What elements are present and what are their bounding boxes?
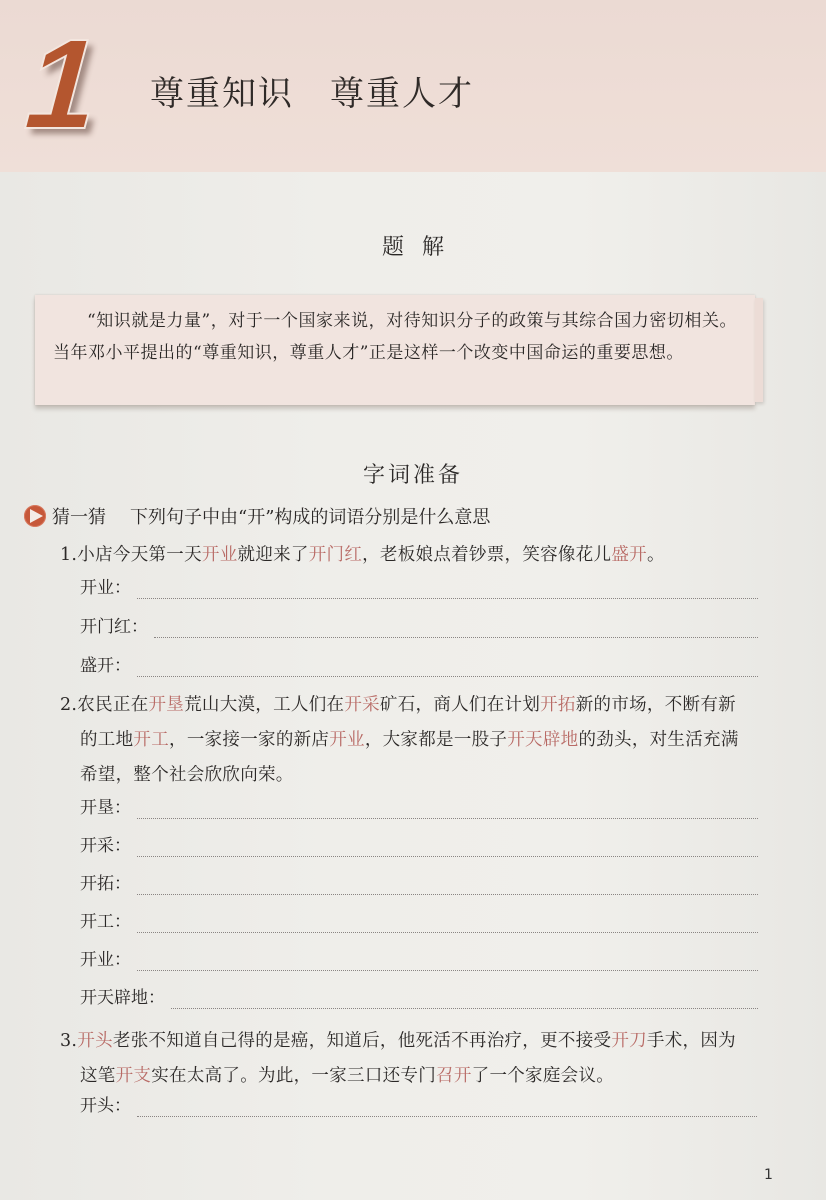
highlighted-term: 开业: [329, 730, 365, 750]
answer-label: 开头：: [80, 1096, 131, 1116]
question-1: [60, 538, 760, 573]
exercise-instruction: 下列句子中由“开”构成的词语分别是什么意思: [130, 507, 491, 528]
answer-row[interactable]: [80, 613, 758, 641]
tijie-heading: 题解: [381, 235, 462, 260]
highlighted-term: 开支: [115, 1066, 152, 1086]
answer-label: 开拓：: [80, 874, 131, 894]
highlighted-term: 开天辟地: [507, 730, 579, 750]
answer-line[interactable]: [137, 598, 758, 599]
question-number: 2.: [60, 695, 78, 715]
answer-row[interactable]: [80, 652, 758, 680]
sentence-text: 的工地: [80, 730, 134, 750]
answer-label: 盛开：: [80, 656, 131, 676]
highlighted-term: 开拓: [540, 695, 576, 715]
answer-row[interactable]: [80, 908, 758, 936]
sentence-text: 这笔: [80, 1066, 116, 1086]
answer-label: 开采：: [80, 836, 131, 856]
answer-line[interactable]: [137, 1116, 757, 1117]
answer-row[interactable]: [80, 794, 758, 822]
answer-line[interactable]: [137, 856, 758, 857]
highlighted-term: 开头: [77, 1031, 113, 1051]
sentence-text: ，一家接一家的新店: [169, 730, 330, 750]
sentence-text: 小店今天第一天: [77, 545, 202, 565]
highlighted-term: 开门红: [308, 545, 363, 565]
page-number: 1: [764, 1167, 773, 1183]
play-icon: [24, 505, 46, 527]
answer-row[interactable]: [80, 832, 758, 860]
sentence-text: 农民正在: [77, 695, 149, 715]
answer-line[interactable]: [171, 1008, 758, 1009]
answer-row[interactable]: [80, 870, 758, 898]
answer-label: 开业：: [80, 578, 131, 598]
answer-label: 开垦：: [80, 798, 131, 818]
answer-row[interactable]: [80, 984, 758, 1012]
highlighted-term: 盛开: [611, 545, 647, 565]
answer-line[interactable]: [137, 970, 758, 971]
zici-heading: 字词准备: [362, 463, 463, 488]
question-number: 1.: [60, 545, 78, 565]
intro-box: “知识就是力量”，对于一个国家来说，对待知识分子的政策与其综合国力密切相关。当年邓小平提出的“尊重知识，尊重人才”正是这样一个改变中国命运的重要思想。: [35, 295, 755, 405]
sentence-text: 就迎来了: [237, 545, 309, 565]
sentence-text: 了一个家庭会议。: [471, 1066, 615, 1086]
question-3: [60, 1024, 760, 1094]
answer-label: 开工：: [80, 912, 131, 932]
answer-row[interactable]: [80, 574, 758, 602]
sentence-text: 矿石，商人们在计划: [379, 695, 541, 715]
sentence-text: 手术，因为: [646, 1031, 736, 1051]
answer-line[interactable]: [137, 894, 758, 895]
sentence-text: 希望，整个社会欣欣向荣。: [80, 765, 294, 785]
sentence-text: ，大家都是一股子: [364, 730, 508, 750]
sentence-text: 实在太高了。为此，一家三口还专门: [151, 1066, 437, 1086]
answer-label: 开天辟地：: [80, 988, 165, 1008]
exercise-label: 猜一猜: [52, 507, 106, 528]
question-number: 3.: [60, 1031, 78, 1051]
highlighted-term: 开刀: [611, 1031, 647, 1051]
highlighted-term: 开采: [344, 695, 380, 715]
chapter-header-band: [0, 0, 826, 172]
answer-line[interactable]: [137, 932, 758, 933]
highlighted-term: 召开: [436, 1066, 472, 1086]
sentence-text: ，老板娘点着钞票，笑容像花儿: [362, 545, 612, 565]
exercise-header: [24, 503, 490, 529]
highlighted-term: 开垦: [148, 695, 185, 715]
sentence-text: 。: [646, 545, 665, 565]
question-2: [60, 688, 760, 793]
answer-line[interactable]: [154, 637, 758, 638]
answer-label: 开业：: [80, 950, 131, 970]
highlighted-term: 开工: [133, 730, 170, 750]
sentence-text: 荒山大漠，工人们在: [184, 695, 345, 715]
answer-label: 开门红：: [80, 617, 148, 637]
answer-line[interactable]: [137, 818, 758, 819]
answer-line[interactable]: [137, 676, 758, 677]
chapter-number: 1: [21, 13, 103, 156]
sentence-text: 的劲头，对生活充满: [578, 730, 739, 750]
sentence-text: 新的市场，不断有新: [575, 695, 736, 715]
answer-row[interactable]: [80, 1092, 758, 1120]
intro-box-edge: [755, 298, 763, 402]
sentence-text: 老张不知道自己得的是癌，知道后，他死活不再治疗，更不接受: [112, 1031, 612, 1051]
highlighted-term: 开业: [201, 545, 238, 565]
answer-row[interactable]: [80, 946, 758, 974]
chapter-title: 尊重知识 尊重人才: [150, 74, 474, 114]
